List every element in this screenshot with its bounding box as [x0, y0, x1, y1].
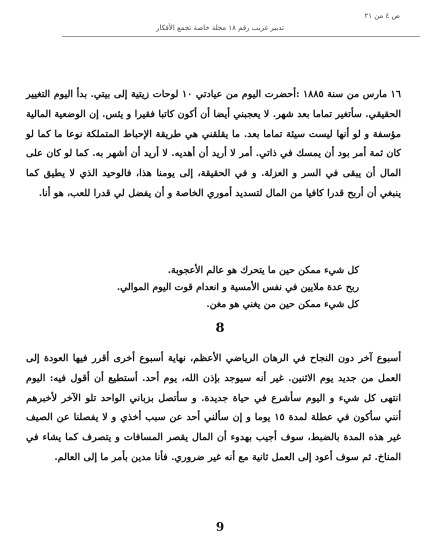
header-divider: [62, 36, 420, 37]
quote-block: [59, 263, 359, 313]
chapter-number: 8: [215, 321, 225, 336]
quote-line: ربح عدة ملايين في نفس الأمسية و انعدام قوت اليوم الموالي.: [116, 281, 359, 293]
quote-line: كل شيء ممكن حين من يغني هو مغن.: [206, 298, 359, 310]
quote-line: كل شيء ممكن حين ما يتحرك هو عالم الأعجوبة.: [167, 265, 359, 276]
diary-paragraph: ١٦ مارس من سنة ١٨٨٥ :أحضرت اليوم من عيادتي ١٠ لوحات زيتية إلى بيتي. بدأ اليوم التغيير الحقيقي. سأتغير تماما بعد شهر. لا يعجبني أيضا أن أكون كاتبا فقيرا و يئس. إن الوضعية المالية مؤسفة و لو أنها ليست سيئة تماما بعد. ما يقلقني هي طريقة الإحباط المتملكة نوعا ما كما لو كان ثمة أمر بود أن يمسك في ذاتي. أمر لا أريد أن أهديه. لا أريد أن أشهر به. كما لو كان على المال أن يبقى في السر و العزلة. و في الحقيقة، إلى يومنا هذا، فالوحيد الذي لا يطيق كما ينبغي أن أربح قدرا كافيا من المال لتسديد أموري الخاصة و أن يفضل لي قدرا للعب، هو أنا.: [26, 89, 401, 199]
page-marker: ص ٤ من ٢١: [364, 12, 400, 20]
page-number: 9: [215, 520, 225, 534]
chapter-paragraph: أسبوع آخر دون النجاح في الرهان الرياضي الأعظم، نهاية أسبوع أخرى أقرر فيها العودة إلى العمل من جديد يوم الاثنين. غير أنه سيوجد بإذن الله، يوم أحد. أستطيع أن أقول فيه: اليوم انتهى كل شيء و اليوم سأشرع في حياة جديدة. و سأتصل بزباني الواحد تلو الآخر لأخبرهم أنني سأكون في عطلة لمدة ١٥ يوما و إن سألني أحد عن سبب أخذي و لا يفصلنا عن الصيف غير هذه المدة بالضبط، سوف أجيب بهدوء أن المال يقصر المسافات و يتصرف كما يشاء في المناخ. ثم سوف أعود إلى العمل ثانية مع أنه غير ضروري. فأنا مدين بأمر ما إلى العالم.: [26, 353, 401, 463]
running-header: تدبير غريب رقم ١٨ مجلة خاصة تجمع الأفكار: [156, 24, 284, 32]
